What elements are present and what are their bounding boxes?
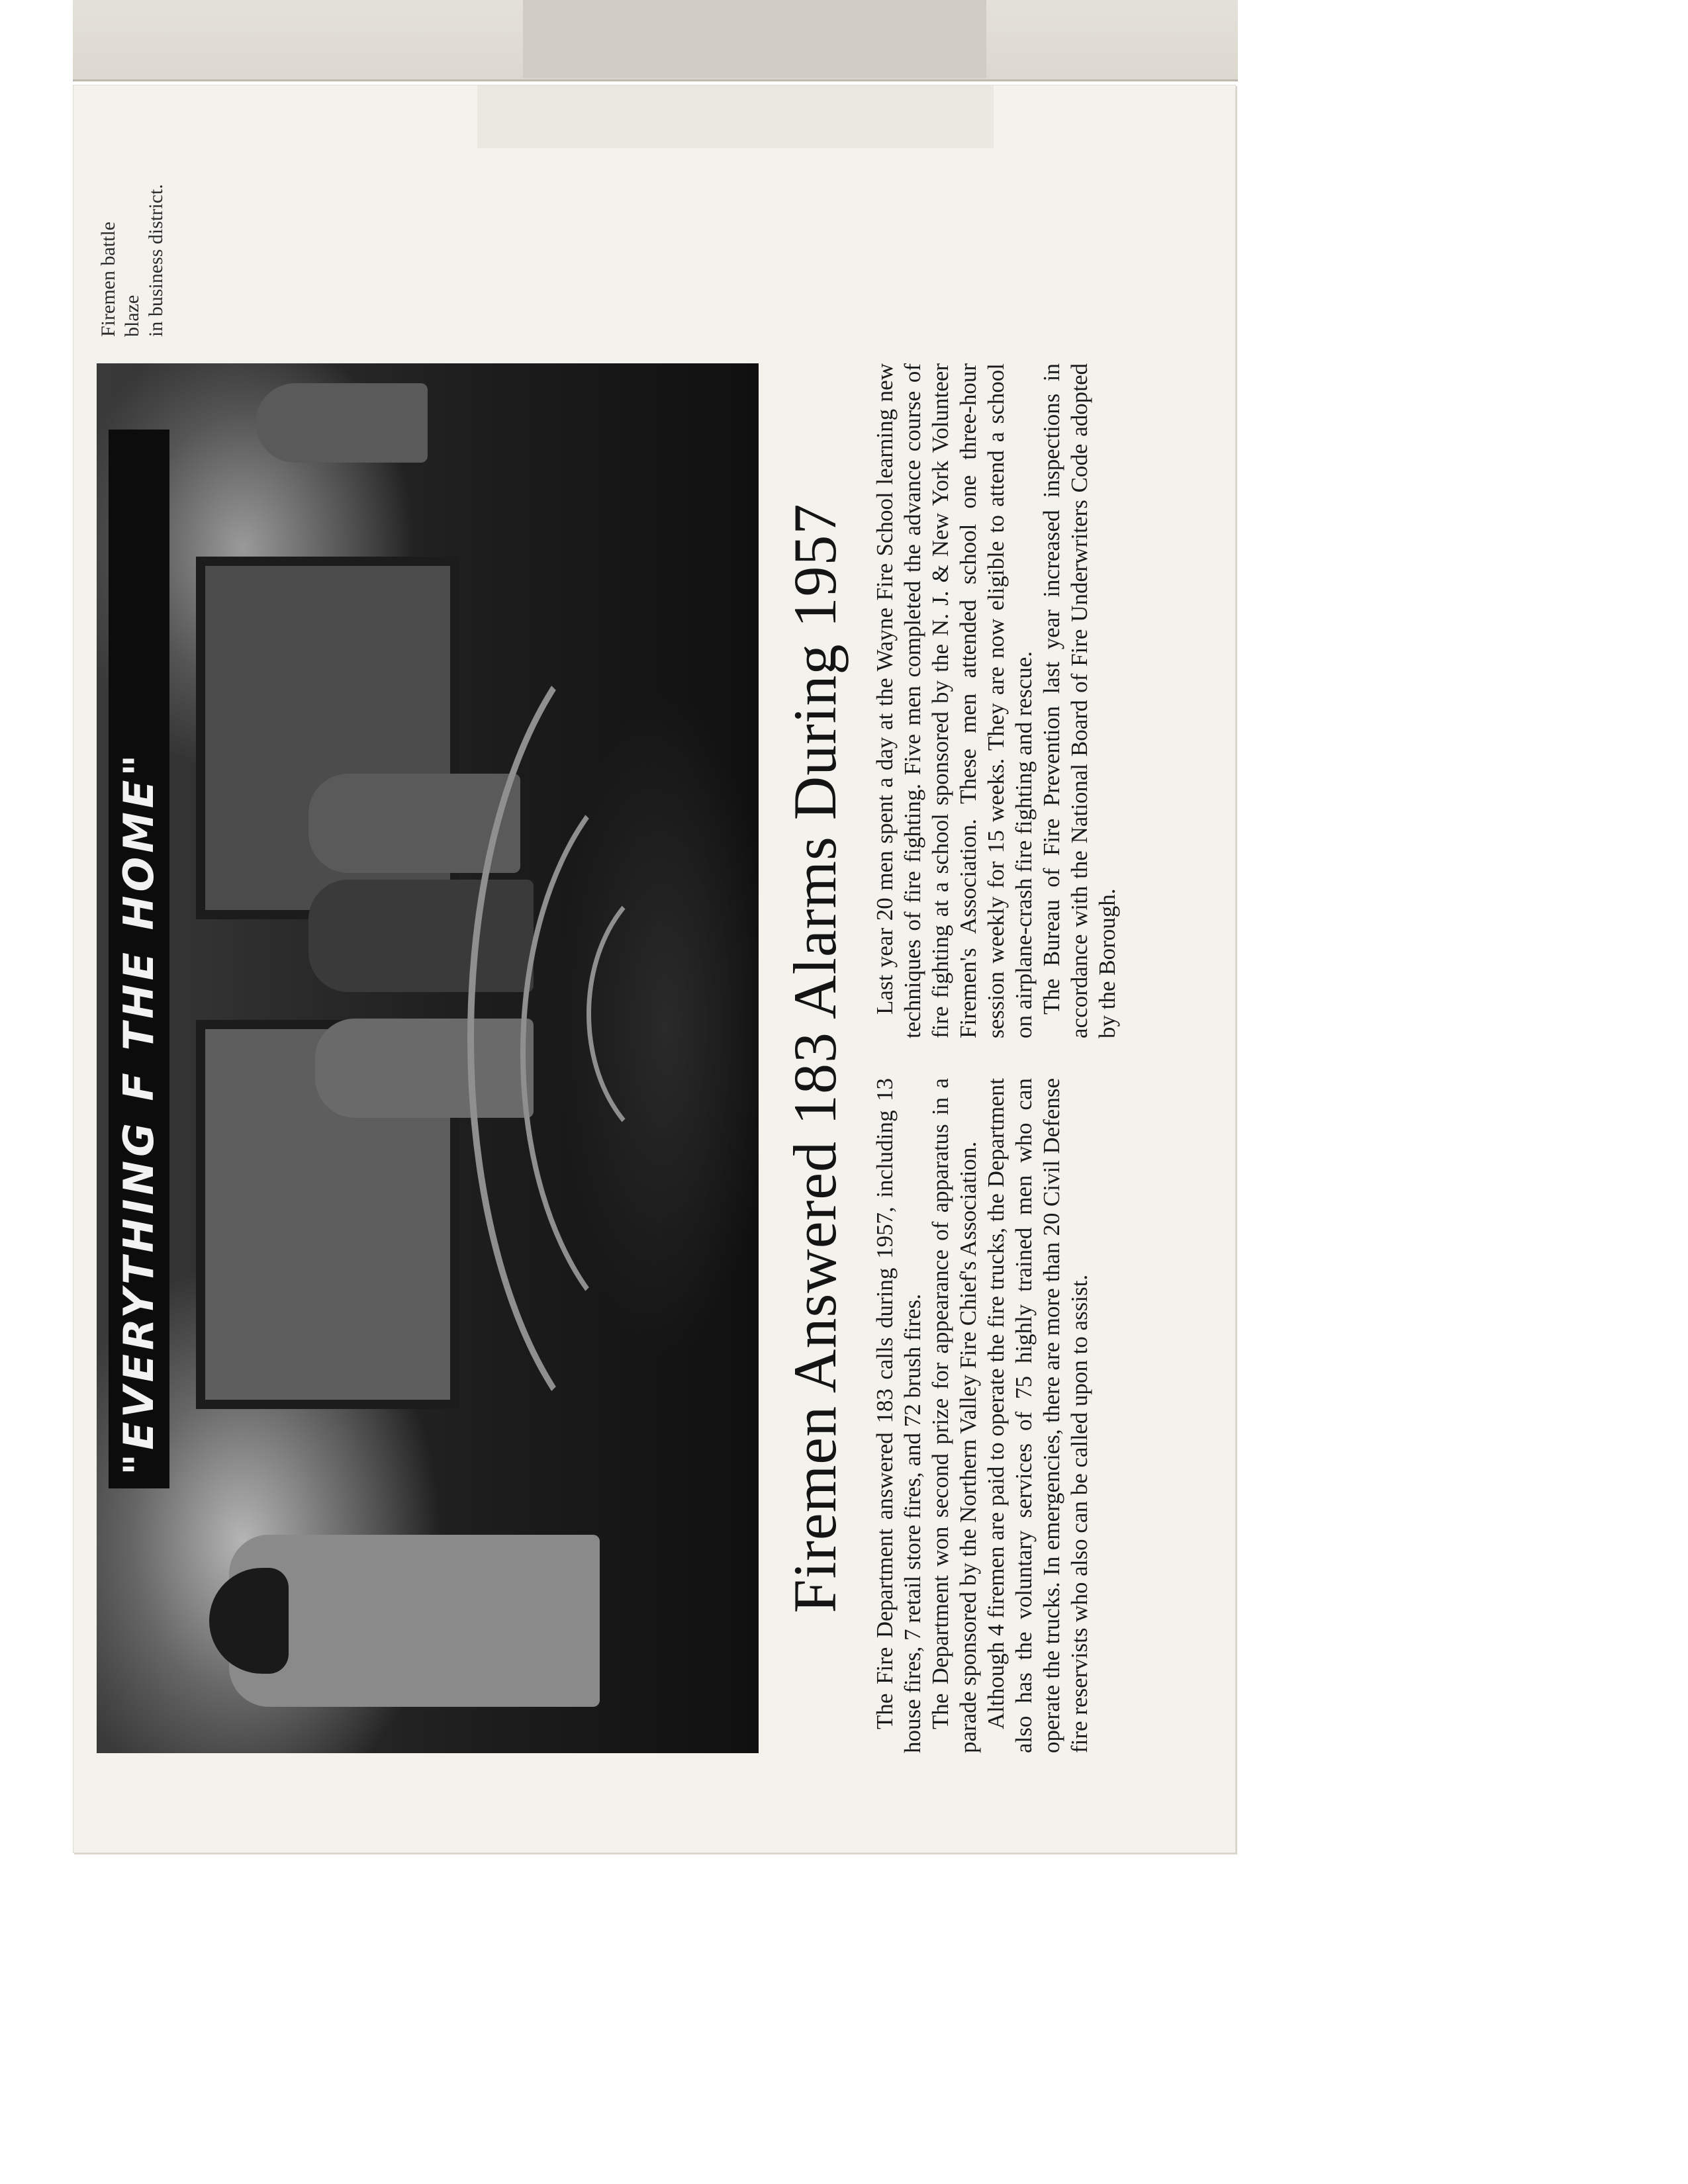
store-sign: "EVERYTHING F THE HOME": [109, 430, 169, 1488]
right-column: [871, 363, 1121, 1038]
fireman-distant: [256, 383, 428, 463]
rotated-article: [97, 165, 1222, 1753]
paragraph: The Bureau of Fire Prevention last year increased inspections in accordance with the National Board of Fire Underwriters Code adopted by the Borough.: [1039, 363, 1120, 1038]
paragraph: Last year 20 men spent a day at the Wayne Fire School learning new techniques of fire fighting. Five men completed the advance course of fire fighting at a school sponsored by the N. J. & New York Volunteer Firemen's Association. These men attended school one three-hour session weekly for 15 weeks. They are now eligible to attend a school on airplane-crash fire fighting and rescue.: [872, 363, 1037, 1038]
paragraph: The Department won second prize for appearance of apparatus in a parade sponsored by the Northern Valley Fire Chief's Association.: [927, 1078, 981, 1753]
fireman-helmet: [209, 1568, 289, 1674]
photo-caption: [97, 178, 168, 337]
caption-line: in business district.: [145, 184, 167, 337]
paragraph: Although 4 firemen are paid to operate the fire trucks, the Department also has the voluntary services of 75 highly trained men who can operate the trucks. In emergencies, there are more than 20 Civil Defense fire reservists who also can be called upon to assist.: [983, 1078, 1092, 1753]
article-headline: Firemen Answered 183 Alarms During 1957: [781, 503, 849, 1614]
cover-page-edge: [73, 0, 1238, 81]
caption-line: Firemen battle blaze: [97, 221, 143, 337]
spine-tape: [477, 85, 994, 148]
cover-tape: [523, 0, 986, 78]
paragraph: The Fire Department answered 183 calls during 1957, including 13 house fires, 7 retail store fires, and 72 brush fires.: [872, 1078, 925, 1753]
fire-scene-photo: [97, 363, 759, 1753]
left-column: [871, 1078, 1094, 1753]
booklet-page: [73, 85, 1236, 1853]
